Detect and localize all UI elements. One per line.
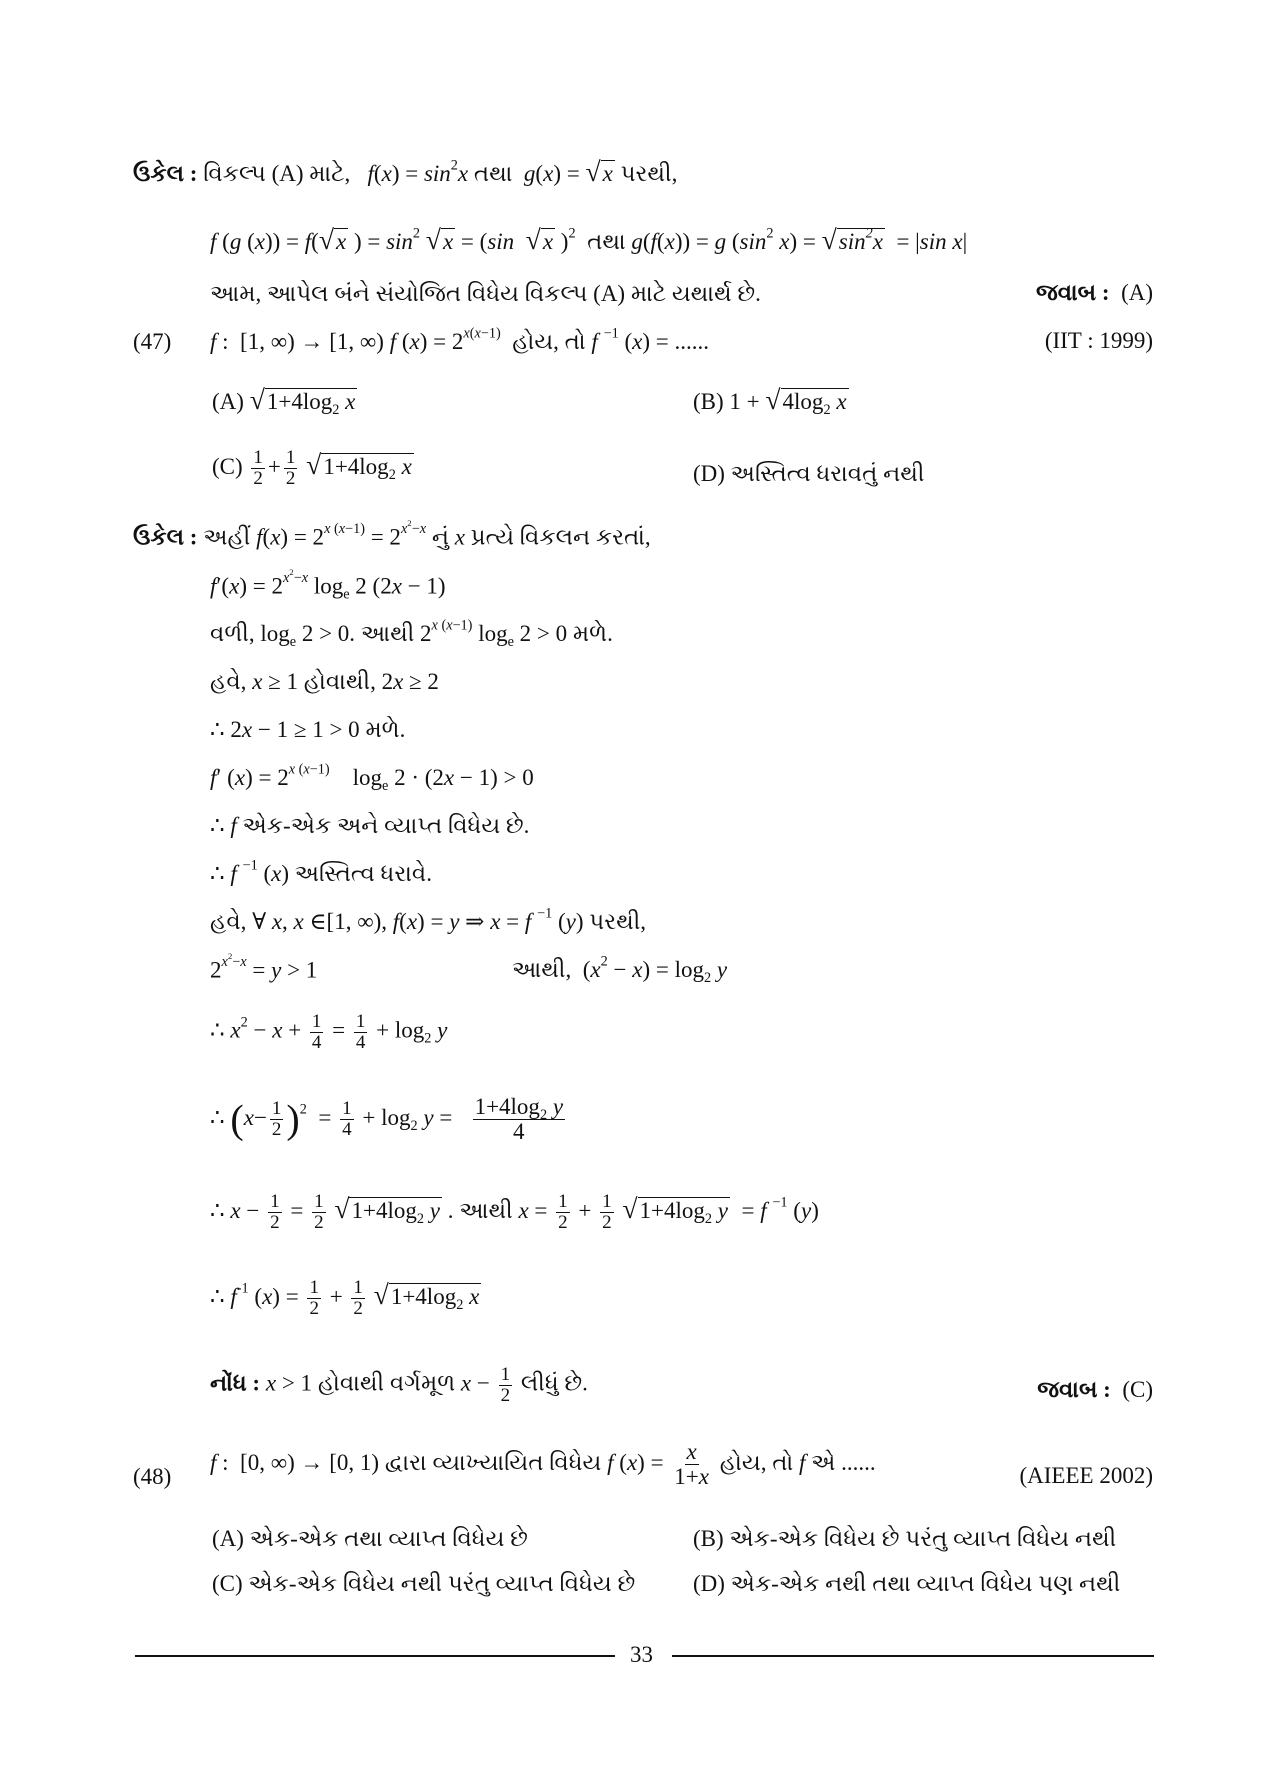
inequality: ∴ 2x − 1 ≥ 1 > 0 મળે. [210, 717, 406, 742]
question-47-source: (IIT : 1999) [1044, 328, 1153, 353]
x-condition: હવે, x ≥ 1 હોવાથી, 2x ≥ 2 [210, 669, 439, 694]
option-47-c: (C) $\frac{1}{2}$ + $\frac{1}{2}$ $√1+4\log_2$ x [212, 447, 412, 490]
option-48-d: (D) એક-એક નથી તથા વ્યાપ્ત વિધેય પણ નથી [693, 1571, 1121, 1596]
option-48-b: (B) એક-એક વિધેય છે પરંતુ વ્યાપ્ત વિધેય નથી [693, 1526, 1117, 1551]
option-48-c: (C) એક-એક વિધેય નથી પરંતુ વ્યાપ્ત વિધેય છે [212, 1571, 636, 1596]
inverse-result: ∴ $f^{-1}$ (x) = $\frac{1}{2}$ + $\frac{1}{2}$ $√1+4\log_2$ x [210, 1277, 480, 1320]
option-47-b: (B) $1 + √4\log_2$ x [693, 384, 847, 418]
solution-line-1: ઉકેલ : વિકલ્પ (A) માટે, $f(x) = \sin^2x$ તથા g(x) = √x પરથી, [133, 156, 678, 187]
option-47-a: (A) $√1+4\log_2$ x [212, 384, 356, 418]
note: નોંધ : x > 1 હોવાથી વર્ગમૂળ x − $\frac{1}{2}$ લીધું છે. [210, 1364, 588, 1406]
power-eq: $2^{x^2-x} = y > 1$ [210, 951, 318, 983]
text: પરથી, [620, 161, 678, 186]
solution-conclusion: આમ, આપેલ બંને સંયોજિત વિધેય વિકલ્પ (A) માટે યથાર્થ છે. [210, 281, 761, 306]
inverse-exists: ∴ f $^{-1}$ (x) અસ્તિત્વ ધરાવે. [210, 857, 432, 886]
x-solution: ∴ x − $\frac{1}{2}$ = $\frac{1}{2}$ $√1+4\log_2$ y . આથી x = $\frac{1}{2}$ + $\frac{1}{2}$ $√1+4\log_2$ y = f $^{-1}$ (y) [210, 1191, 819, 1234]
composition-equation: f (g (x)) = f(√x ) = $\sin^2 √x = (\sin$ √x )$^2$ તથા g(f(x)) = g ($\sin^2$ $x) = √\sin^2x = |\sin$ x| [210, 224, 968, 255]
complete-square: ∴ $x^2 - x$ + $\frac{1}{4}$ = $\frac{1}{4}$ + $\log_2 y$ [210, 1011, 448, 1053]
question-47-number: (47) [133, 329, 172, 354]
inverse-setup: હવે, ∀ x, x ∈[1, ∞), f(x) = y ⇒ x = f $^{-1}$ (y) પરથી, [210, 905, 647, 934]
solution-label: ઉકેલ : [133, 161, 198, 186]
text: તથા [587, 229, 626, 254]
footer-rule-left [135, 1655, 615, 1657]
option-47-d: (D) અસ્તિત્વ ધરાવતું નથી [693, 461, 925, 486]
question-48-source: (AIEEE 2002) [1019, 1463, 1153, 1488]
derivative: $f'(x) = 2^{x^2-x}$ $\log_e 2$ (2x − 1) [210, 567, 446, 603]
question-48-number: (48) [133, 1464, 172, 1489]
answer-a: જવાબ : (A) [1035, 280, 1153, 305]
answer-c: જવાબ : (C) [1037, 1377, 1153, 1402]
derivative-positive: f′ $(x) = 2^{x (x-1)}$ $\log_e 2 \cdot (2x - 1) > 0$ [210, 761, 534, 794]
page-number: 33 [630, 1642, 653, 1667]
text: તથા [473, 161, 513, 186]
solution-47-line-1: ઉકેલ : અહીં $f(x) = 2^{x (x-1)} = 2^{x^2-x}$ નું x પ્રત્યે વિકલન કરતાં, [133, 518, 651, 550]
option-48-a: (A) એક-એક તથા વ્યાપ્ત વિધેય છે [212, 1526, 528, 1551]
square-form: ∴ (x− $\frac{1}{2}$ )$^2$ = $\frac{1}{4}$ + $\log_2 y$ = $\frac{1+4\log_2 y}{4}$ [210, 1094, 564, 1145]
text: વિકલ્પ (A) માટે, [203, 161, 351, 186]
question-48-stem: f : [0, ∞) → [0, 1) દ્વારા વ્યાખ્યાયિત વિધેય f (x) = $\frac{x}{1+x}$ હોય, તો f એ ...... [210, 1439, 876, 1490]
one-one-line: ∴ f એક-એક અને વ્યાપ્ત વિધેય છે. [210, 813, 530, 838]
footer-rule-right [672, 1655, 1154, 1657]
log-positive: વળી, $\log_e 2 > 0$. આથી $2^{x (x-1)}$ $\log_e 2 > 0$ મળે. [210, 617, 613, 650]
log-eq: આથી, $(x^2 - x) = \log_2 y$ [512, 953, 728, 986]
question-47-stem: f : [1, ∞) → [1, ∞) f $(x) = 2^{x(x-1)}$ હોય, તો f $^{-1}$ (x) = ...... [210, 325, 710, 354]
